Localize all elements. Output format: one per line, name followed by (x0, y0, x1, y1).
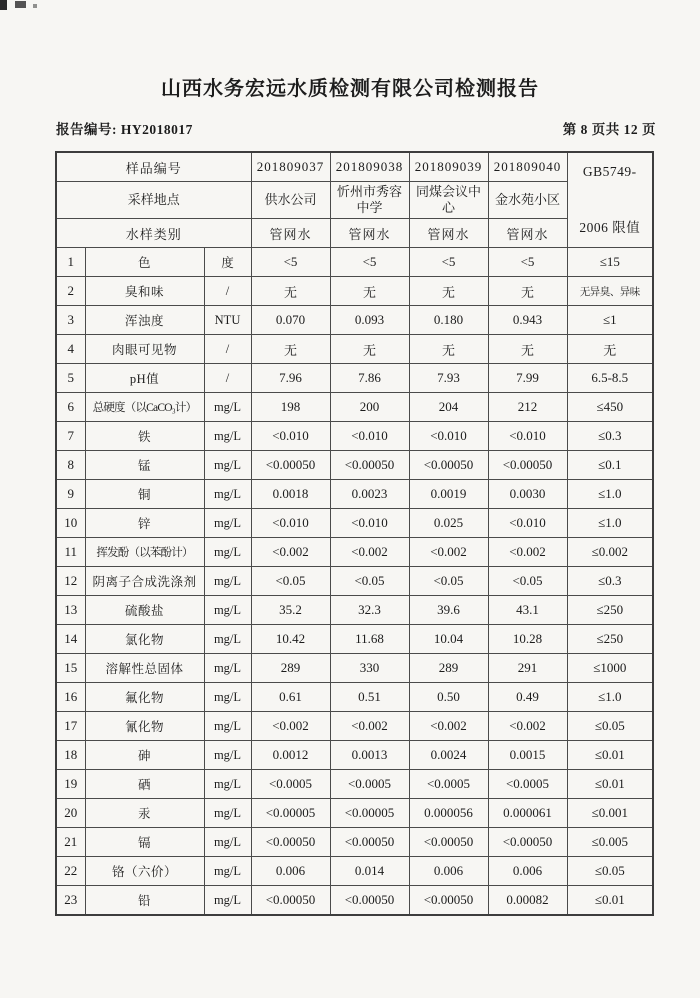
table-row (56, 306, 653, 335)
value: 291 (488, 654, 567, 683)
value: 0.50 (409, 683, 488, 712)
unit: / (204, 364, 251, 393)
limit: ≤1000 (567, 654, 653, 683)
parameter-name: 锌 (85, 509, 204, 538)
value: <0.002 (409, 538, 488, 567)
limit: 6.5-8.5 (567, 364, 653, 393)
value: <0.0005 (488, 770, 567, 799)
parameter-name: 色 (85, 248, 204, 277)
parameter-name: 汞 (85, 799, 204, 828)
table-row (56, 625, 653, 654)
parameter-name: 浑浊度 (85, 306, 204, 335)
value: 0.61 (251, 683, 330, 712)
value: 204 (409, 393, 488, 422)
table-row (56, 886, 653, 916)
value: 0.000056 (409, 799, 488, 828)
value: 0.014 (330, 857, 409, 886)
value: 0.49 (488, 683, 567, 712)
row-number: 22 (56, 857, 85, 886)
parameter-name: 锰 (85, 451, 204, 480)
value: 0.006 (251, 857, 330, 886)
report-number: 报告编号: HY2018017 (56, 122, 193, 137)
table-row (56, 364, 653, 393)
scan-artifact (15, 1, 26, 8)
parameter-name: 硫酸盐 (85, 596, 204, 625)
unit: mg/L (204, 712, 251, 741)
parameter-name: 挥发酚（以苯酚计） (85, 538, 204, 567)
header-row-sample-id (56, 152, 653, 182)
value: 330 (330, 654, 409, 683)
unit: mg/L (204, 509, 251, 538)
value: 无 (330, 277, 409, 306)
limit: ≤1.0 (567, 509, 653, 538)
sampling-location: 忻州市秀容中学 (330, 182, 409, 219)
table-row (56, 451, 653, 480)
value: <0.00050 (409, 886, 488, 916)
sample-id: 201809039 (409, 152, 488, 182)
unit: mg/L (204, 857, 251, 886)
parameter-name: 肉眼可见物 (85, 335, 204, 364)
value: <0.002 (409, 712, 488, 741)
row-number: 21 (56, 828, 85, 857)
value: <0.002 (330, 712, 409, 741)
table-row (56, 509, 653, 538)
value: <0.002 (488, 712, 567, 741)
limit: ≤1.0 (567, 480, 653, 509)
limit-column-header (567, 152, 653, 248)
value: 10.42 (251, 625, 330, 654)
table-row (56, 277, 653, 306)
parameter-name: 硒 (85, 770, 204, 799)
value: 0.180 (409, 306, 488, 335)
sample-id: 201809037 (251, 152, 330, 182)
table-row (56, 393, 653, 422)
value: <0.010 (488, 422, 567, 451)
value: 0.943 (488, 306, 567, 335)
limit: 无 (567, 335, 653, 364)
value: <0.0005 (409, 770, 488, 799)
unit: mg/L (204, 625, 251, 654)
unit: mg/L (204, 741, 251, 770)
row-number: 3 (56, 306, 85, 335)
unit: mg/L (204, 480, 251, 509)
value: 0.0012 (251, 741, 330, 770)
table-row (56, 567, 653, 596)
limit: ≤15 (567, 248, 653, 277)
parameter-name: 氯化物 (85, 625, 204, 654)
value: 198 (251, 393, 330, 422)
parameter-name: 铬（六价） (85, 857, 204, 886)
value: <0.002 (251, 538, 330, 567)
page-title: 山西水务宏远水质检测有限公司检测报告 (161, 78, 539, 100)
row-number: 2 (56, 277, 85, 306)
value: <0.05 (488, 567, 567, 596)
row-number: 4 (56, 335, 85, 364)
limit: ≤0.01 (567, 741, 653, 770)
value: <0.00050 (409, 828, 488, 857)
table-row (56, 857, 653, 886)
value: 0.0018 (251, 480, 330, 509)
water-type-label: 水样类别 (56, 219, 251, 248)
parameter-name: 铅 (85, 886, 204, 916)
row-number: 1 (56, 248, 85, 277)
row-number: 5 (56, 364, 85, 393)
value: <5 (488, 248, 567, 277)
value: <0.002 (330, 538, 409, 567)
value: <0.00050 (330, 451, 409, 480)
row-number: 8 (56, 451, 85, 480)
parameter-name: 阴离子合成洗涤剂 (85, 567, 204, 596)
row-number: 19 (56, 770, 85, 799)
row-number: 23 (56, 886, 85, 916)
value: 0.093 (330, 306, 409, 335)
value: <5 (409, 248, 488, 277)
value: 35.2 (251, 596, 330, 625)
value: <0.010 (409, 422, 488, 451)
unit: / (204, 335, 251, 364)
table-row (56, 770, 653, 799)
limit-standard-year: 2006 限值 (579, 220, 641, 235)
limit: ≤0.3 (567, 422, 653, 451)
value: 0.0019 (409, 480, 488, 509)
parameter-name: pH值 (85, 364, 204, 393)
sample-id: 201809038 (330, 152, 409, 182)
location-label: 采样地点 (56, 182, 251, 219)
value: 7.99 (488, 364, 567, 393)
value: 289 (409, 654, 488, 683)
sampling-location: 供水公司 (251, 182, 330, 219)
value: 10.04 (409, 625, 488, 654)
table-row (56, 248, 653, 277)
row-number: 10 (56, 509, 85, 538)
water-type: 管网水 (409, 219, 488, 248)
value: <0.010 (251, 509, 330, 538)
unit: mg/L (204, 596, 251, 625)
value: <0.010 (488, 509, 567, 538)
value: <0.05 (409, 567, 488, 596)
row-number: 18 (56, 741, 85, 770)
table-row (56, 828, 653, 857)
value: 289 (251, 654, 330, 683)
unit: mg/L (204, 654, 251, 683)
limit: ≤0.3 (567, 567, 653, 596)
value: 无 (251, 335, 330, 364)
limit: ≤1.0 (567, 683, 653, 712)
table-row (56, 654, 653, 683)
row-number: 15 (56, 654, 85, 683)
row-number: 16 (56, 683, 85, 712)
value: 无 (251, 277, 330, 306)
limit: ≤0.002 (567, 538, 653, 567)
value: <0.00050 (488, 828, 567, 857)
value: 0.51 (330, 683, 409, 712)
value: 无 (488, 277, 567, 306)
parameter-name: 铁 (85, 422, 204, 451)
unit: mg/L (204, 538, 251, 567)
value: <0.0005 (330, 770, 409, 799)
limit: ≤0.01 (567, 770, 653, 799)
value: 0.0024 (409, 741, 488, 770)
row-number: 13 (56, 596, 85, 625)
value: <0.002 (488, 538, 567, 567)
limit: ≤250 (567, 596, 653, 625)
header-row-location (56, 182, 653, 219)
value: <0.00005 (330, 799, 409, 828)
value: 无 (488, 335, 567, 364)
value: 0.0023 (330, 480, 409, 509)
table-row (56, 799, 653, 828)
row-number: 7 (56, 422, 85, 451)
row-number: 6 (56, 393, 85, 422)
row-number: 12 (56, 567, 85, 596)
parameter-name: 氟化物 (85, 683, 204, 712)
unit: mg/L (204, 828, 251, 857)
row-number: 9 (56, 480, 85, 509)
value: <0.010 (330, 509, 409, 538)
unit: 度 (204, 248, 251, 277)
table-row (56, 538, 653, 567)
unit: mg/L (204, 683, 251, 712)
limit: ≤250 (567, 625, 653, 654)
row-number: 11 (56, 538, 85, 567)
value: <0.00050 (251, 886, 330, 916)
sample-id: 201809040 (488, 152, 567, 182)
water-type: 管网水 (330, 219, 409, 248)
value: 212 (488, 393, 567, 422)
table-row (56, 335, 653, 364)
value: <0.0005 (251, 770, 330, 799)
value: 7.96 (251, 364, 330, 393)
page-indicator: 第 8 页共 12 页 (562, 122, 656, 137)
value: 0.0030 (488, 480, 567, 509)
value: 0.0013 (330, 741, 409, 770)
value: <0.00050 (330, 828, 409, 857)
value: 0.006 (409, 857, 488, 886)
unit: mg/L (204, 451, 251, 480)
row-number: 17 (56, 712, 85, 741)
value: <5 (330, 248, 409, 277)
value: 43.1 (488, 596, 567, 625)
table-row (56, 480, 653, 509)
limit: ≤0.05 (567, 857, 653, 886)
water-type: 管网水 (251, 219, 330, 248)
value: 0.000061 (488, 799, 567, 828)
value: 0.070 (251, 306, 330, 335)
value: 0.025 (409, 509, 488, 538)
limit: ≤0.01 (567, 886, 653, 916)
header-row-water-type (56, 219, 653, 248)
value: <0.00050 (330, 886, 409, 916)
table-row (56, 712, 653, 741)
value: <0.00005 (251, 799, 330, 828)
unit: mg/L (204, 799, 251, 828)
table-row (56, 741, 653, 770)
limit-standard-code: GB5749- (582, 164, 637, 179)
report-meta (56, 118, 656, 138)
unit: mg/L (204, 770, 251, 799)
value: <0.002 (251, 712, 330, 741)
value: 0.006 (488, 857, 567, 886)
limit: ≤0.1 (567, 451, 653, 480)
value: 11.68 (330, 625, 409, 654)
value: <0.010 (251, 422, 330, 451)
limit: 无异臭、异味 (567, 277, 653, 306)
table-row (56, 683, 653, 712)
parameter-name: 溶解性总固体 (85, 654, 204, 683)
value: 无 (409, 335, 488, 364)
value: <0.010 (330, 422, 409, 451)
scan-artifact (0, 0, 7, 10)
row-number: 20 (56, 799, 85, 828)
parameter-name: 砷 (85, 741, 204, 770)
value: <0.05 (251, 567, 330, 596)
parameter-name: 镉 (85, 828, 204, 857)
value: 7.86 (330, 364, 409, 393)
row-number: 14 (56, 625, 85, 654)
value: <0.00050 (488, 451, 567, 480)
value: 32.3 (330, 596, 409, 625)
unit: NTU (204, 306, 251, 335)
unit: mg/L (204, 886, 251, 916)
unit: / (204, 277, 251, 306)
limit: ≤0.001 (567, 799, 653, 828)
sample-id-label: 样品编号 (56, 152, 251, 182)
water-quality-table (55, 151, 654, 916)
value: <0.05 (330, 567, 409, 596)
value: <0.00050 (251, 451, 330, 480)
value: 0.0015 (488, 741, 567, 770)
unit: mg/L (204, 567, 251, 596)
parameter-name: 总硬度（以CaCO₃计） (85, 393, 204, 422)
unit: mg/L (204, 422, 251, 451)
value: <0.00050 (409, 451, 488, 480)
water-type: 管网水 (488, 219, 567, 248)
sampling-location: 同煤会议中心 (409, 182, 488, 219)
table-row (56, 596, 653, 625)
value: <0.00050 (251, 828, 330, 857)
value: 7.93 (409, 364, 488, 393)
sampling-location: 金水苑小区 (488, 182, 567, 219)
parameter-name: 氰化物 (85, 712, 204, 741)
value: 无 (330, 335, 409, 364)
unit: mg/L (204, 393, 251, 422)
value: 10.28 (488, 625, 567, 654)
scan-artifact (33, 4, 37, 8)
limit: ≤0.05 (567, 712, 653, 741)
value: 200 (330, 393, 409, 422)
value: <5 (251, 248, 330, 277)
value: 39.6 (409, 596, 488, 625)
limit: ≤1 (567, 306, 653, 335)
value: 0.00082 (488, 886, 567, 916)
parameter-name: 铜 (85, 480, 204, 509)
limit: ≤450 (567, 393, 653, 422)
value: 无 (409, 277, 488, 306)
parameter-name: 臭和味 (85, 277, 204, 306)
table-row (56, 422, 653, 451)
limit: ≤0.005 (567, 828, 653, 857)
